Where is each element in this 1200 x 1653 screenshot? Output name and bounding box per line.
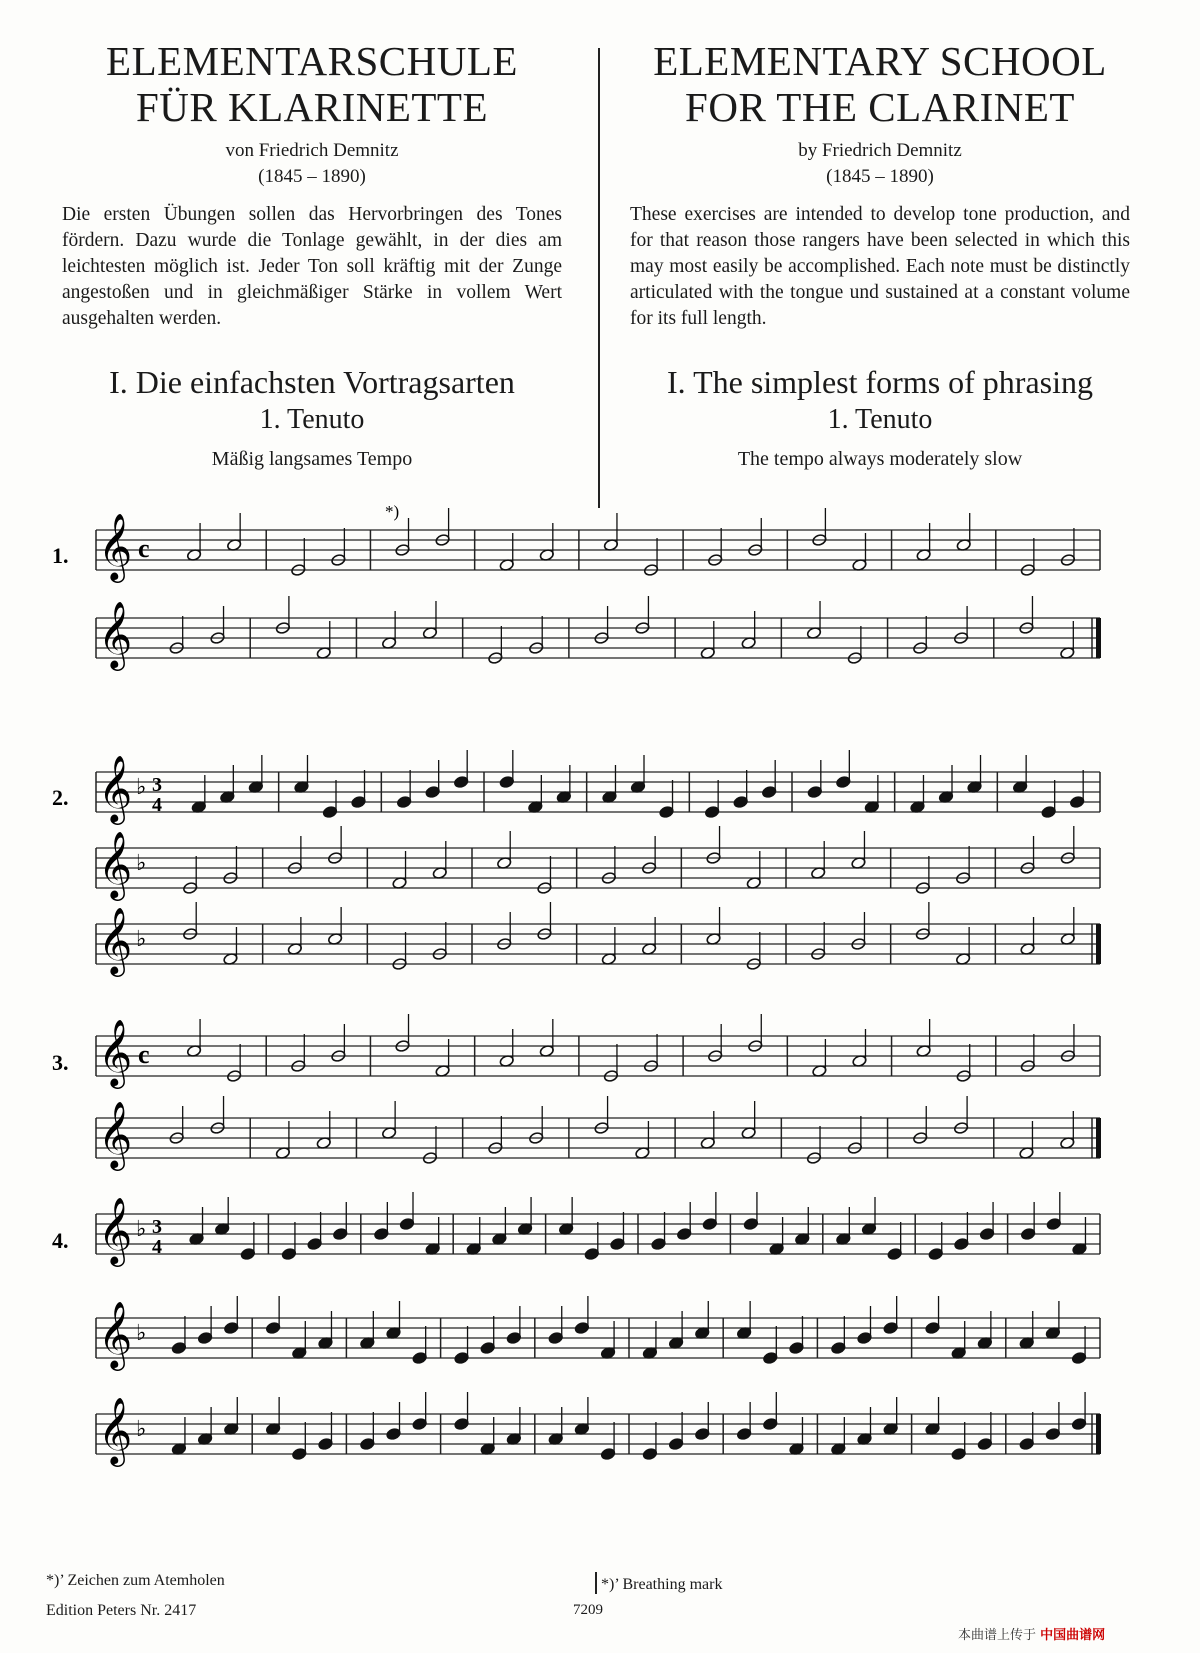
german-title-line-2: FÜR KLARINETTE: [135, 84, 489, 130]
final-barline: [1096, 1414, 1101, 1454]
german-author-years: (1845 – 1890): [258, 166, 366, 187]
treble-clef-icon: 𝄞: [98, 830, 133, 898]
treble-clef-icon: 𝄞: [98, 906, 133, 974]
time-signature-top: 3: [152, 1216, 162, 1238]
key-flat-icon: ♭: [136, 775, 147, 800]
english-tempo: The tempo always moderately slow: [737, 448, 1023, 470]
german-author-name: von Friedrich Demnitz: [225, 140, 399, 161]
key-flat-icon: ♭: [136, 1217, 147, 1242]
treble-clef-icon: 𝄞: [98, 754, 133, 822]
key-flat-icon: ♭: [136, 851, 147, 876]
exercise-label-4: 4.: [52, 1228, 69, 1253]
footnote-english-text: *)’ Breathing mark: [601, 1576, 723, 1593]
german-tempo: Mäßig langsames Tempo: [211, 448, 413, 470]
english-title-line-1: ELEMENTARY SCHOOL: [653, 38, 1107, 84]
footnote-bar: [595, 1572, 597, 1594]
treble-clef-icon: 𝄞: [98, 1018, 133, 1086]
treble-clef-icon: 𝄞: [98, 600, 133, 668]
treble-clef-icon: 𝄞: [98, 512, 133, 580]
watermark-logo: 中国曲谱网: [1040, 1628, 1106, 1643]
exercise-label-3: 3.: [52, 1050, 69, 1075]
treble-clef-icon: 𝄞: [98, 1300, 133, 1368]
final-barline: [1096, 1118, 1101, 1158]
time-signature: c: [138, 1040, 150, 1069]
edition-number: Edition Peters Nr. 2417: [46, 1602, 197, 1619]
page-number: 7209: [573, 1602, 603, 1618]
english-section-heading: I. The simplest forms of phrasing: [666, 364, 1093, 400]
breath-footnote-marker: *): [385, 502, 400, 521]
time-signature-bottom: 4: [152, 1236, 162, 1258]
german-subsection-heading: 1. Tenuto: [259, 404, 365, 435]
exercise-label-1: 1.: [52, 543, 69, 568]
treble-clef-icon: 𝄞: [98, 1396, 133, 1464]
treble-clef-icon: 𝄞: [98, 1100, 133, 1168]
final-barline: [1096, 924, 1101, 964]
english-intro: These exercises are intended to develop tone production, and for that reason those rangers have been selected in which this may most easily be accomplished. Each note must be distinctly articulated with the tongue und sustained at a constant volume for its full length.: [630, 204, 1130, 329]
german-title-line-1: ELEMENTARSCHULE: [106, 38, 518, 84]
key-flat-icon: ♭: [136, 927, 147, 952]
german-intro: Die ersten Übungen sollen das Hervorbringen des Tones fördern. Dazu wurde die Tonlage gewählt, in der dies am leichtesten möglich ist. Jeder Ton soll kräftig mit der Zunge angestoßen und in gleichmäßiger Stärke in vollem Wert ausgehalten werden.: [62, 204, 562, 329]
time-signature-bottom: 4: [152, 794, 162, 816]
english-author-years: (1845 – 1890): [826, 166, 934, 187]
german-section-heading: I. Die einfachsten Vortragsarten: [109, 364, 515, 400]
key-flat-icon: ♭: [136, 1417, 147, 1442]
english-author-name: by Friedrich Demnitz: [798, 140, 962, 161]
footnote-german: *)’ Zeichen zum Atemholen: [46, 1572, 225, 1589]
treble-clef-icon: 𝄞: [98, 1196, 133, 1264]
key-flat-icon: ♭: [136, 1321, 147, 1346]
english-subsection-heading: 1. Tenuto: [827, 404, 933, 435]
final-barline: [1096, 618, 1101, 658]
time-signature: c: [138, 534, 150, 563]
exercise-label-2: 2.: [52, 785, 69, 810]
watermark-text: 本曲谱上传于: [958, 1628, 1037, 1643]
footnote-english: [595, 1572, 722, 1594]
english-title-line-2: FOR THE CLARINET: [685, 84, 1075, 130]
watermark: [958, 1624, 1105, 1643]
time-signature-top: 3: [152, 774, 162, 796]
staff-systems: [96, 508, 1101, 1467]
